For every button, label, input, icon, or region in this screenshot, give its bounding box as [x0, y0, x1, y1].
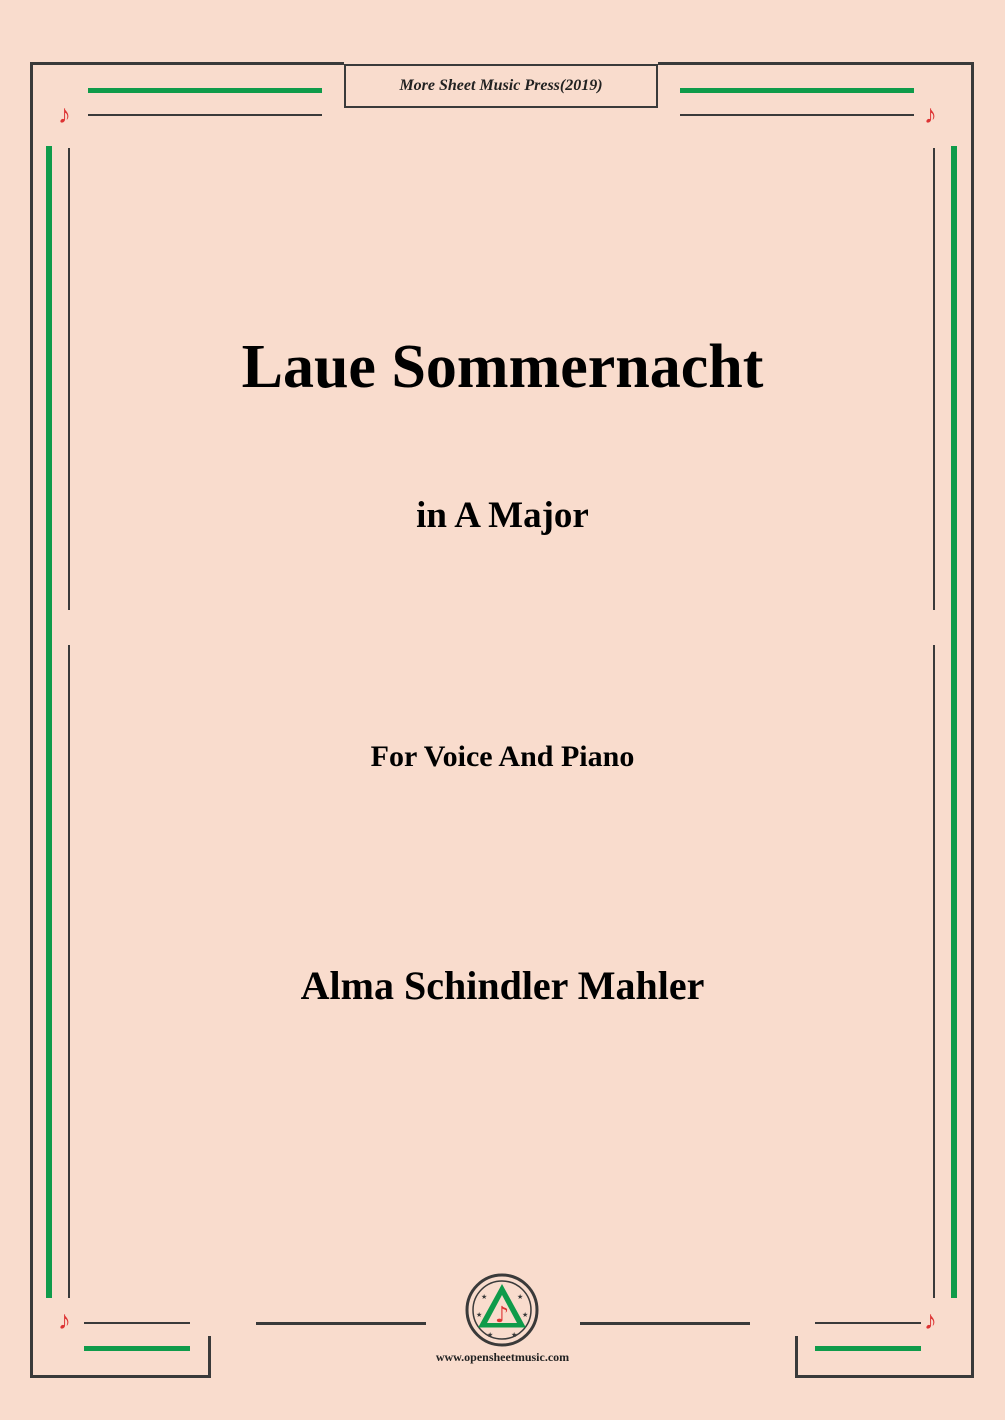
top-right-green-bar [680, 88, 914, 93]
triangle-note-logo-icon [465, 1273, 539, 1347]
frame-top-left [30, 62, 344, 65]
top-left-dark-line [88, 114, 322, 116]
music-note-icon: ♪ [924, 100, 937, 129]
svg-text:★: ★ [481, 1293, 488, 1301]
publisher-label: More Sheet Music Press(2019) [344, 64, 658, 108]
website-link[interactable]: www.opensheetmusic.com [435, 1350, 570, 1364]
svg-text:♪: ♪ [494, 1303, 510, 1328]
top-right-dark-line [680, 114, 914, 116]
left-green-bar [46, 146, 52, 1298]
bottom-right-dark-line [815, 1322, 921, 1324]
key-signature: in A Major [416, 495, 589, 536]
score-title: Laue Sommernacht [241, 333, 764, 401]
frame-bottom-right [795, 1375, 974, 1378]
top-left-green-bar [88, 88, 322, 93]
frame-left [30, 62, 33, 1378]
music-note-icon: ♪ [924, 1306, 937, 1335]
svg-text:★: ★ [476, 1311, 483, 1319]
frame-top-right [658, 62, 974, 65]
bottom-center-right-line [580, 1322, 750, 1325]
frame-bottom-left [30, 1375, 210, 1378]
svg-text:★: ★ [522, 1311, 529, 1319]
instrumentation: For Voice And Piano [370, 740, 635, 773]
right-green-bar [951, 146, 957, 1298]
frame-right [971, 62, 974, 1378]
music-note-icon: ♪ [58, 100, 71, 129]
svg-text:★: ★ [511, 1331, 518, 1339]
bottom-left-dark-line [84, 1322, 190, 1324]
bottom-center-left-line [256, 1322, 426, 1325]
music-note-icon: ♪ [58, 1306, 71, 1335]
svg-text:★: ★ [487, 1331, 494, 1339]
svg-text:★: ★ [517, 1293, 524, 1301]
composer-name: Alma Schindler Mahler [300, 963, 705, 1008]
